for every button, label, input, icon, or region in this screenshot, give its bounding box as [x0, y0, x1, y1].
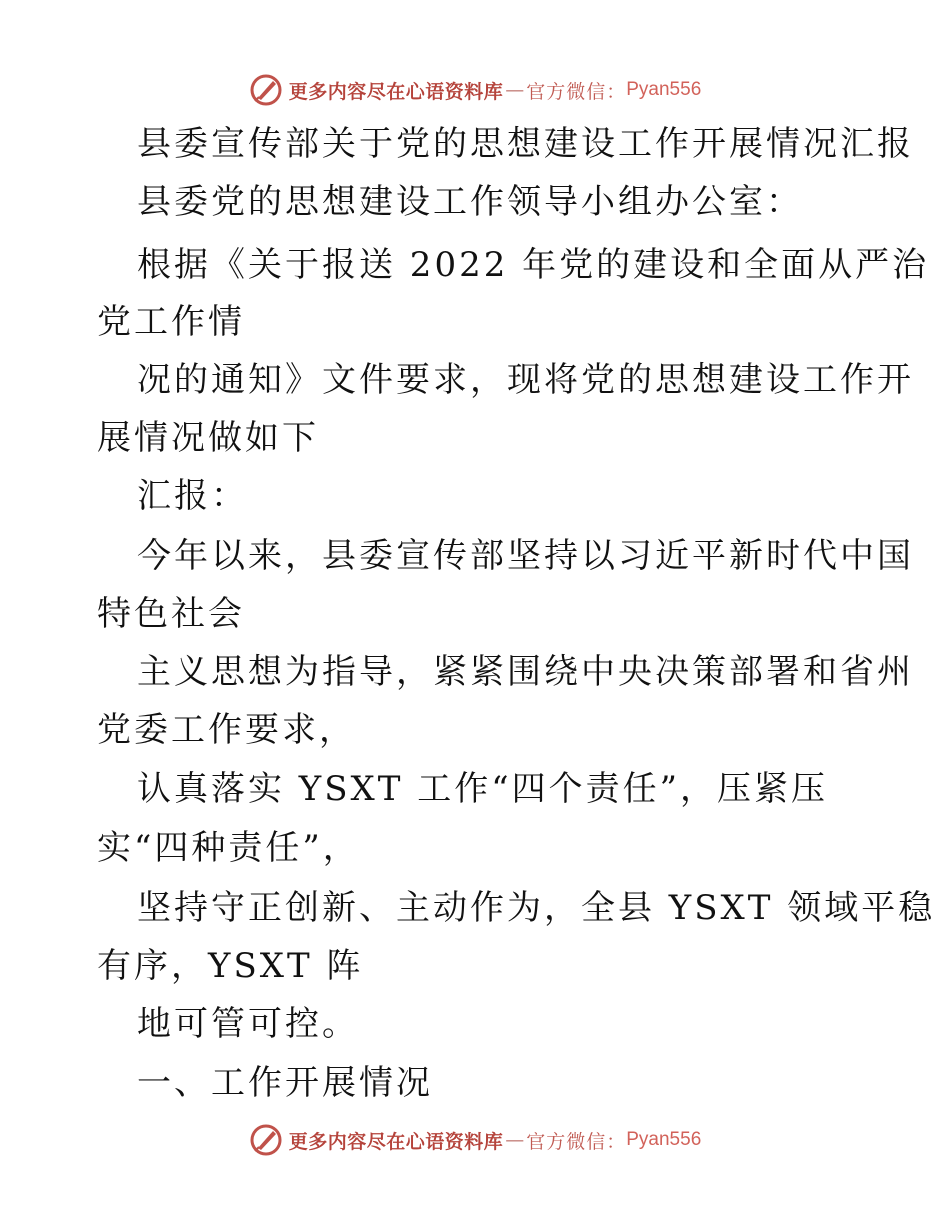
paragraph-line: 坚持守正创新、主动作为，全县 YSXT 领域平稳 [137, 888, 936, 928]
paragraph-line: 汇报： [137, 476, 248, 516]
section-heading: 一、工作开展情况 [137, 1063, 433, 1103]
banner-wechat-id: Pyan556 [626, 79, 702, 100]
paragraph-line: 展情况做如下 [97, 418, 319, 458]
document-title: 县委宣传部关于党的思想建设工作开展情况汇报 [137, 124, 914, 164]
banner-site-text: 更多内容尽在心语资料库 [288, 80, 504, 103]
paragraph-line: 根据《关于报送 2022 年党的建设和全面从严治 [137, 245, 930, 285]
paragraph-line: 实“四种责任”， [97, 828, 360, 868]
quill-logo-icon [249, 1123, 283, 1157]
paragraph-line: 况的通知》文件要求，现将党的思想建设工作开 [137, 360, 914, 400]
paragraph-line: 党工作情 [97, 302, 245, 342]
banner-separator: — [505, 79, 525, 101]
paragraph-line: 有序，YSXT 阵 [97, 946, 364, 986]
paragraph-line: 今年以来，县委宣传部坚持以习近平新时代中国 [137, 536, 914, 576]
paragraph-line: 地可管可控。 [137, 1004, 359, 1044]
paragraph-line: 党委工作要求， [97, 710, 356, 750]
banner-separator: — [505, 1129, 525, 1151]
banner-wechat-id: Pyan556 [626, 1129, 702, 1150]
banner-wechat-label: 官方微信： [526, 80, 627, 103]
quill-logo-icon [249, 73, 283, 107]
paragraph-line: 主义思想为指导，紧紧围绕中央决策部署和省州 [137, 652, 914, 692]
banner-wechat-label: 官方微信： [526, 1130, 627, 1153]
paragraph-line: 特色社会 [97, 594, 245, 634]
header-watermark-banner [0, 70, 950, 110]
footer-watermark-banner [0, 1120, 950, 1160]
banner-site-text: 更多内容尽在心语资料库 [288, 1130, 504, 1153]
addressee-line: 县委党的思想建设工作领导小组办公室： [137, 182, 803, 222]
paragraph-line: 认真落实 YSXT 工作“四个责任”，压紧压 [137, 769, 828, 809]
